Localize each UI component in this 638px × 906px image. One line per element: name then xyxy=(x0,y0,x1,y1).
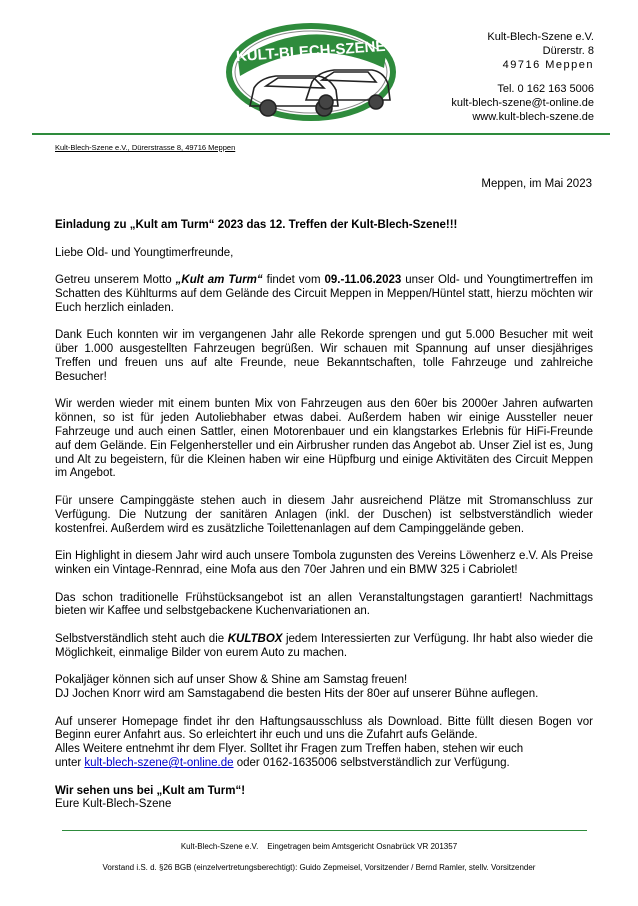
club-logo xyxy=(226,20,396,130)
paragraph-last-year: Dank Euch konnten wir im vergangenen Jahr alle Rekorde sprengen und gut 5.000 Besucher mit weit über 1.000 ausgestellten Fahrzeugen begrüßen. Wir schauen mit Spannung auf unser diesjähriges Treffen und freuen uns auf alte Freunde, neue Bekanntschaften, tolle Fahrzeuge und zahlreiche Besucher! xyxy=(55,329,593,383)
greeting: Liebe Old- und Youngtimerfreunde, xyxy=(55,246,234,259)
closing xyxy=(55,785,593,813)
closing-signature: Eure Kult-Blech-Szene xyxy=(55,798,172,811)
logo-text: KULT-BLECH-SZENE xyxy=(235,37,386,66)
header-divider xyxy=(32,133,610,135)
letter-body xyxy=(55,219,593,812)
sender-street: Dürerstr. 8 xyxy=(542,45,594,57)
sender-city: 49716 Meppen xyxy=(502,59,594,71)
event-dates: 09.-11.06.2023 xyxy=(324,274,402,287)
paragraph-invitation: Getreu unserem Motto „Kult am Turm“ findet vom 09.-11.06.2023 unser Old- und Youngtimertreffen im Schatten des Kühlturms auf dem Gelände des Circuit Meppen in Meppen/Hüntel statt, hierzu möchten wir Euch herzlich einladen. xyxy=(55,274,593,314)
paragraph-vehicles: Wir werden wieder mit einem bunten Mix von Fahrzeugen aus den 60er bis 2000er Jahren aufwarten können, so ist für jeden Autoliebhaber etwas dabei. Außerdem haben wir einige Aussteller neuer Fahrzeuge und auch einen Sattler, einen Motorenbauer und ein klangstarkes Erlebnis für HiFi-Freunde auf dem Gelände. Ein Felgenhersteller und ein Airbrusher runden das Angebot ab. Unser Ziel ist es, Jung und Alt zu begeistern, für die Kleinen haben wir eine Hüpfburg und einige Aktivitäten des Circuit Meppen im Angebot. xyxy=(55,398,593,480)
paragraph-breakfast: Das schon traditionelle Frühstücksangebot ist an allen Veranstaltungstagen garantiert! Nachmittags bieten wir Kaffee und selbstgebackene Kuchenvariationen an. xyxy=(55,591,593,618)
letter-date: Meppen, im Mai 2023 xyxy=(481,178,592,190)
footer-divider xyxy=(62,830,587,831)
paragraph-show: Pokaljäger können sich auf unser Show & Shine am Samstag freuen! DJ Jochen Knorr wird am Samstagabend die besten Hits der 80er auf unserer Bühne auflegen. xyxy=(55,674,539,701)
footer-board: Vorstand i.S. d. §26 BGB (einzelvertretungsberechtigt): Guido Zepmeisel, Vorsitzender / Bernd Ramler, stellv. Vorsitzender xyxy=(102,863,536,872)
email-link[interactable]: kult-blech-szene@t-online.de xyxy=(84,757,234,770)
sender-phone: Tel. 0 162 163 5006 xyxy=(497,83,594,95)
footer-registration: Kult-Blech-Szene e.V. Eingetragen beim Amtsgericht Osnabrück VR 201357 xyxy=(180,842,458,851)
sender-address xyxy=(451,30,594,124)
paragraph-camping: Für unsere Campinggäste stehen auch in diesem Jahr ausreichend Plätze mit Stromanschluss zur Verfügung. Die Nutzung der sanitären Anlagen (inkl. der Duschen) ist selbstverständlich wieder kostenfrei. Außerdem wird es zusätzliche Toilettenanlagen auf dem Campinggelände geben. xyxy=(55,494,593,535)
paragraph-homepage: Auf unserer Homepage findet ihr den Haftungsausschluss als Download. Bitte füllt diesen Bogen vor Beginn eurer Anfahrt aus. So erleichtert ihr euch und uns die Zufahrt aufs Gelände. Alles Weitere entnehmt ihr dem Flyer. Solltet ihr Fragen zum Treffen haben, stehen wir euch unter kult-blech-szene@t-online.de oder 0162-1635006 selbstverständlich zur Verfügung. xyxy=(55,715,593,770)
sender-website: www.kult-blech-szene.de xyxy=(472,111,594,123)
sender-name: Kult-Blech-Szene e.V. xyxy=(487,31,594,43)
paragraph-tombola: Ein Highlight in diesem Jahr wird auch unsere Tombola zugunsten des Vereins Löwenherz e.V. Als Preise winken ein Vintage-Rennrad, eine Mofa aus den 70er Jahren und ein BMW 325 i Cabriolet! xyxy=(55,550,593,576)
motto: „Kult am Turm“ xyxy=(175,274,263,287)
paragraph-kultbox: Selbstverständlich steht auch die KULTBOX jedem Interessierten zur Verfügung. Ihr habt also wieder die Möglichkeit, einmalige Bilder von eurem Auto zu machen. xyxy=(55,632,593,659)
kultbox: KULTBOX xyxy=(227,632,283,645)
sender-email: kult-blech-szene@t-online.de xyxy=(451,97,594,109)
closing-line: Wir sehen uns bei „Kult am Turm“! xyxy=(55,784,246,797)
letter-subject: Einladung zu „Kult am Turm“ 2023 das 12. Treffen der Kult-Blech-Szene!!! xyxy=(55,219,458,231)
return-address: Kult-Blech-Szene e.V., Dürerstrasse 8, 49716 Meppen xyxy=(55,143,236,152)
